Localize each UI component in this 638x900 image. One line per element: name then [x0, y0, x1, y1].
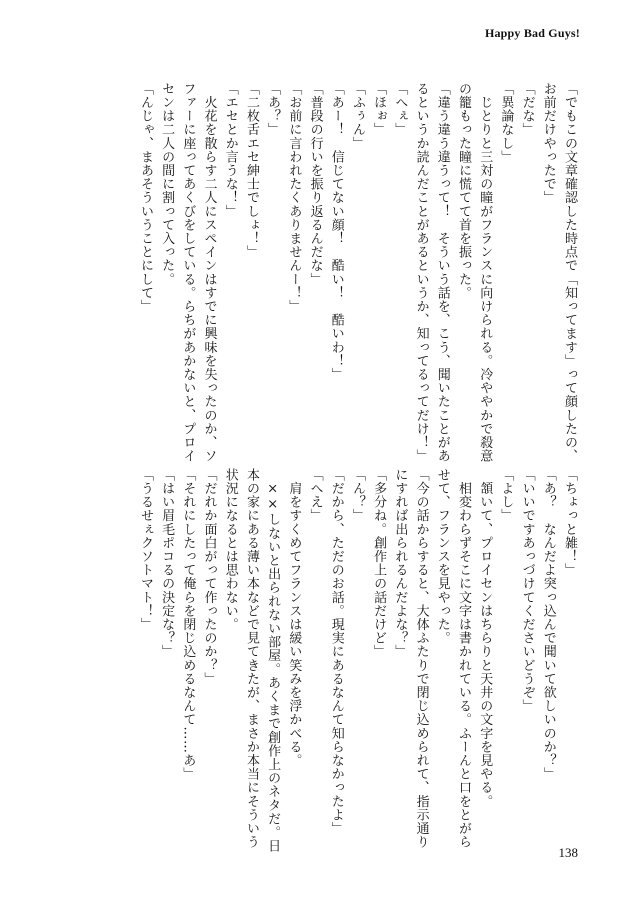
text-line: 「それにしたって俺らを閉じ込めるなんて……あ」 — [180, 468, 196, 781]
text-line: 「いいですあっづけてくださいどうぞ」 — [519, 468, 535, 713]
text-line: 「ちょっと雑！」 — [562, 468, 577, 577]
text-line: 「へぇ」 — [392, 82, 408, 137]
running-title: Happy Bad Guys! — [484, 26, 580, 40]
text-line: 「だれか面白がって作ったのか？」 — [201, 468, 217, 686]
text-line: 「多分ね。創作上の話だけど」 — [371, 468, 387, 659]
text-line: 「エセとか言うな！」 — [222, 82, 238, 218]
text-line: 火花を散らす二人にスペインはすでに興味を失ったのか、ソ — [201, 82, 217, 463]
text-line: 「ふぅん」 — [349, 82, 365, 150]
text-line: 「はい眉毛ポコるの決定な？」 — [159, 468, 175, 659]
text-line: 「異論なし」 — [498, 82, 514, 164]
text-line: 肩をすくめてフランスは緩い笑みを浮かべる。 — [286, 468, 302, 768]
text-line: 「違う違う違うって！ そういう話を、こう、聞いたことがあ — [434, 82, 450, 463]
text-line: 「二枚舌エセ紳士でしょ！」 — [243, 82, 259, 259]
text-line: 「だな」 — [519, 82, 535, 137]
text-line: 「あ？」 — [265, 82, 281, 137]
text-line: 「あー！ 信じてない顔！ 酷い！ 酷いわ！」 — [328, 82, 344, 382]
text-line: 相変わらずそこに文字は書かれている。ふーんと口をとがら — [455, 468, 471, 849]
text-line: 「だから、ただのお話。現実にあるなんて知らなかったよ」 — [328, 468, 344, 836]
text-line: 「んじゃ、まあそういうことにして」 — [137, 82, 153, 314]
text-line: 「ん？」 — [349, 468, 365, 523]
text-line: 「へえ」 — [307, 468, 323, 523]
text-line: せて、フランスを見やった。 — [434, 468, 450, 645]
text-line: お前だけやったで」 — [540, 82, 556, 205]
text-line: 「うるせぇクソトマト！」 — [137, 468, 153, 632]
text-line: の籠もった瞳に慌てて首を振った。 — [455, 82, 471, 300]
text-line: 「よし」 — [498, 468, 514, 523]
text-line: 頷いて、プロイセンはちらりと天井の文字を見やる。 — [477, 468, 493, 808]
text-line: センは二人の間に割って入った。 — [159, 82, 175, 286]
text-line: ××しないと出られない部屋。あくまで創作上のネタだ。日 — [265, 468, 281, 853]
upper-text-block — [135, 82, 580, 463]
text-line: じとりと三対の瞳がフランスに向けられる。冷ややかで殺意 — [477, 82, 493, 463]
text-line: 本の家にある薄い本などで見てきたが、まさか本当にそういう — [243, 468, 259, 849]
text-line: ファーに座ってあくびをしている。らちがあかないと、プロイ — [180, 82, 196, 463]
text-line: 「お前に言われたくありませんー！」 — [286, 82, 302, 314]
text-line: 「普段の行いを振り返るんだな」 — [307, 82, 323, 286]
text-line: 「でもこの文章確認した時点で「知ってます」って顔したの、 — [562, 82, 577, 463]
text-line: 「今の話からすると、大体ふたりで閉じ込められて、指示通り — [413, 468, 429, 849]
page-number: 138 — [558, 845, 578, 860]
text-line: 「ほぉ」 — [371, 82, 387, 137]
text-line: るというか読んだことがあるというか、知ってるってだけ！」 — [413, 82, 429, 463]
text-line: 状況になるとは思わない。 — [222, 468, 238, 632]
text-line: 「あ？ なんだよ突っ込んで聞いて欲しいのか？」 — [540, 468, 556, 781]
text-line: にすれば出られるんだよな？」 — [392, 468, 408, 659]
